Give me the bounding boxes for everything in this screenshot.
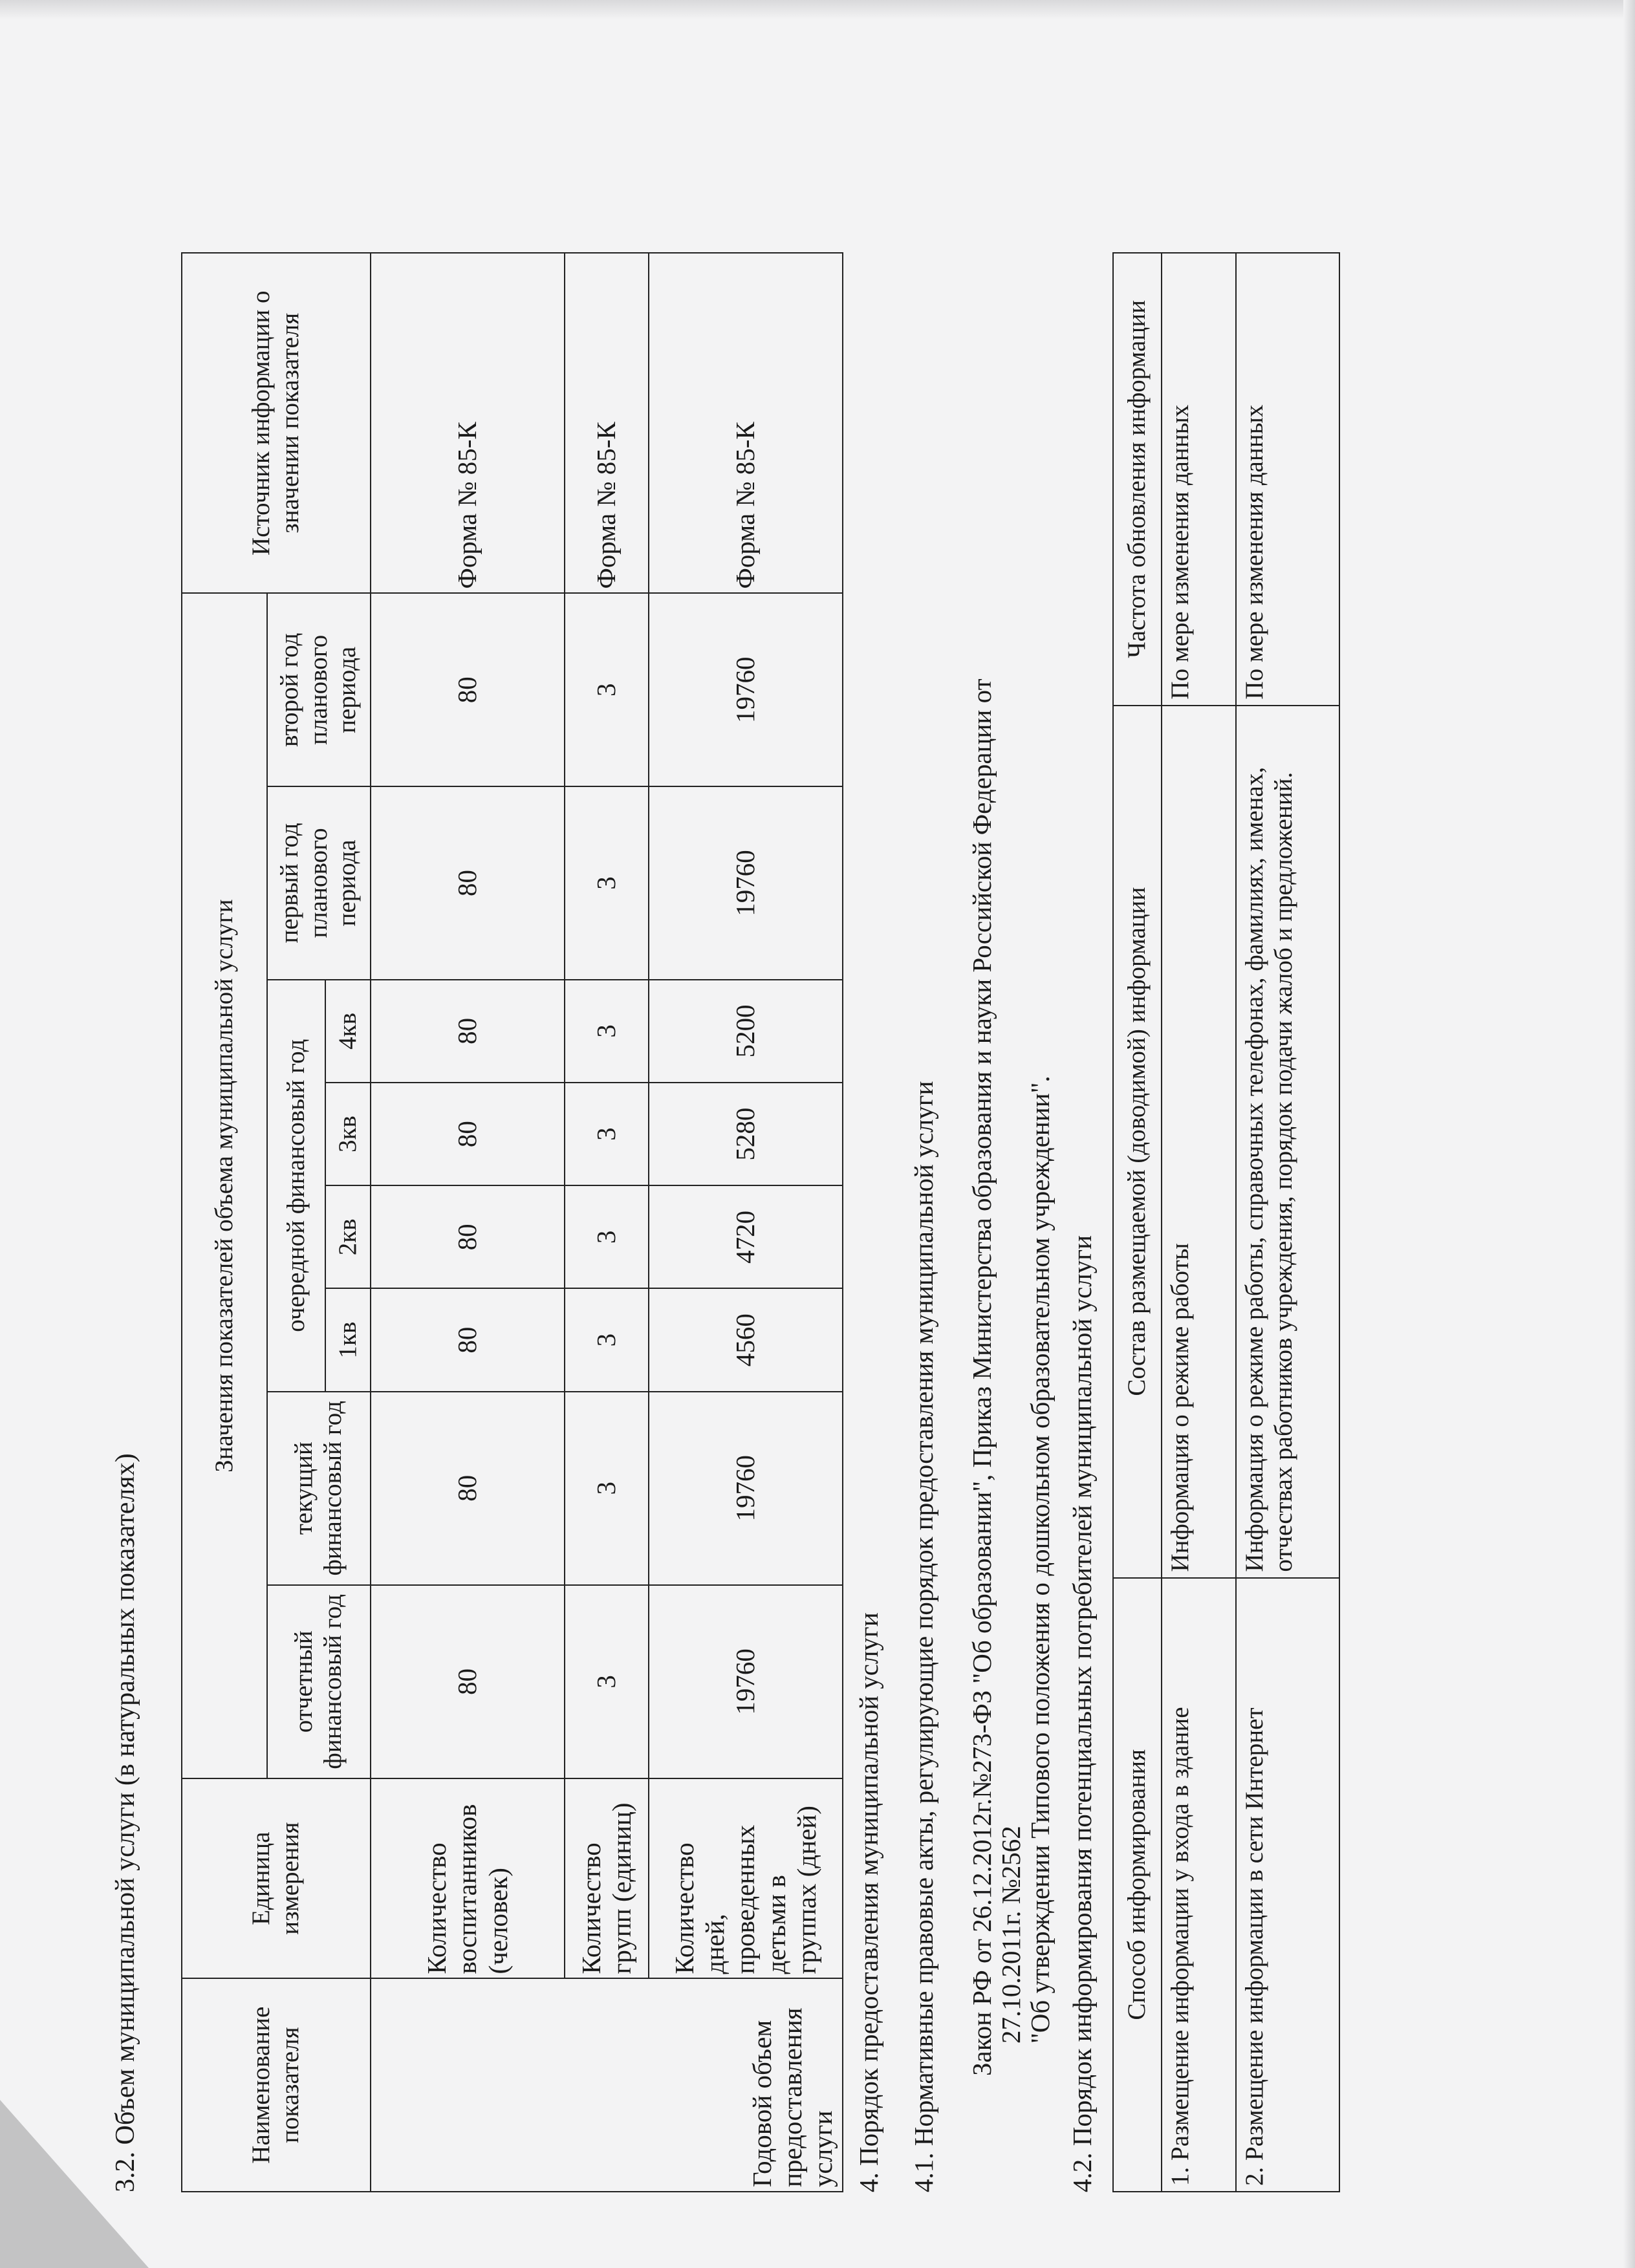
q3-value: 80	[371, 1083, 565, 1185]
header-next-year: очередной финансовый год	[267, 980, 325, 1392]
header-q2: 2кв	[325, 1185, 371, 1288]
reporting-value: 3	[565, 1585, 649, 1778]
header-plan-year-1: первый год планового периода	[267, 786, 371, 980]
q4-value: 80	[371, 980, 565, 1083]
law-line-1: Закон РФ от 26.12.2012г.№273-ФЗ "Об образовании", Приказ Министерства образования и науки Российской Федерации от	[967, 678, 997, 2076]
current-value: 3	[565, 1392, 649, 1585]
current-value: 80	[371, 1392, 565, 1585]
table-row	[1236, 253, 1339, 2192]
volume-table	[181, 252, 843, 2192]
q4-value: 3	[565, 980, 649, 1083]
law-line-2: 27.10.2011г. №2562	[996, 1826, 1026, 2044]
plan2-value: 19760	[649, 593, 843, 786]
info-table	[1112, 252, 1340, 2192]
table-row	[371, 253, 565, 2192]
source-cell: Форма № 85-К	[371, 253, 565, 593]
unit-cell: Количество групп (единиц)	[565, 1778, 649, 1979]
current-value: 19760	[649, 1392, 843, 1585]
plan1-value: 19760	[649, 786, 843, 980]
header-unit: Единица измерения	[182, 1778, 371, 1979]
header-values-group: Значения показателей объема муниципальной услуги	[182, 593, 267, 1778]
frequency-cell: По мере изменения данных	[1236, 253, 1339, 706]
q2-value: 3	[565, 1185, 649, 1288]
table-row	[649, 253, 843, 2192]
header-plan-year-2: второй год планового периода	[267, 593, 371, 786]
reporting-value: 19760	[649, 1585, 843, 1778]
section-4-2-heading: 4.2. Порядок информирования потенциальных потребителей муниципальной услуги	[1067, 1235, 1097, 2192]
method-cell: 1. Размещение информации у входа в здание	[1162, 1578, 1236, 2192]
scan-top-edge	[0, 0, 1635, 19]
plan1-value: 3	[565, 786, 649, 980]
header-frequency: Частота обновления информации	[1113, 253, 1162, 706]
header-q4: 4кв	[325, 980, 371, 1083]
frequency-cell: По мере изменения данных	[1162, 253, 1236, 706]
law-line-3: "Об утверждении Типового положения о дошкольном образовательном учреждении".	[1025, 1075, 1055, 2044]
header-q3: 3кв	[325, 1083, 371, 1185]
reporting-value: 80	[371, 1585, 565, 1778]
indicator-name: Годовой объем предоставления услуги	[371, 1978, 843, 2192]
plan2-value: 3	[565, 593, 649, 786]
content-cell: Информация о режиме работы, справочных телефонах, фамилиях, именах, отчествах работников учреждения, порядок подачи жалоб и предложений.	[1236, 706, 1339, 1578]
section-4-1-heading: 4.1. Нормативные правовые акты, регулирующие порядок предоставления муниципальной услуги	[909, 1081, 938, 2192]
unit-cell: Количество дней, проведенных детьми в группах (дней)	[649, 1778, 843, 1979]
content-cell: Информация о режиме работы	[1162, 706, 1236, 1578]
section-4-heading: 4. Порядок предоставления муниципальной услуги	[854, 1612, 883, 2192]
document-page	[103, 162, 1526, 2192]
section-3-2-heading: 3.2. Объем муниципальной услуги (в натуральных показателях)	[111, 1453, 140, 2192]
plan2-value: 80	[371, 593, 565, 786]
q1-value: 80	[371, 1288, 565, 1391]
unit-cell: Количество воспитанников (человек)	[371, 1778, 565, 1979]
scan-right-edge	[1623, 0, 1635, 2268]
q1-value: 3	[565, 1288, 649, 1391]
header-source: Источник информации о значении показателя	[182, 253, 371, 593]
plan1-value: 80	[371, 786, 565, 980]
header-reporting-year: отчетный финансовый год	[267, 1585, 371, 1778]
table-row	[1162, 253, 1236, 2192]
header-current-year: текущий финансовый год	[267, 1392, 371, 1585]
q4-value: 5200	[649, 980, 843, 1083]
source-cell: Форма № 85-К	[649, 253, 843, 593]
q3-value: 3	[565, 1083, 649, 1185]
table-row	[565, 253, 649, 2192]
header-method: Способ информирования	[1113, 1578, 1162, 2192]
q1-value: 4560	[649, 1288, 843, 1391]
header-q1: 1кв	[325, 1288, 371, 1391]
q2-value: 4720	[649, 1185, 843, 1288]
source-cell: Форма № 85-К	[565, 253, 649, 593]
header-indicator-name: Наименование показателя	[182, 1978, 371, 2192]
q3-value: 5280	[649, 1083, 843, 1185]
method-cell: 2. Размещение информации в сети Интернет	[1236, 1578, 1339, 2192]
header-content: Состав размещаемой (доводимой) информации	[1113, 706, 1162, 1578]
q2-value: 80	[371, 1185, 565, 1288]
